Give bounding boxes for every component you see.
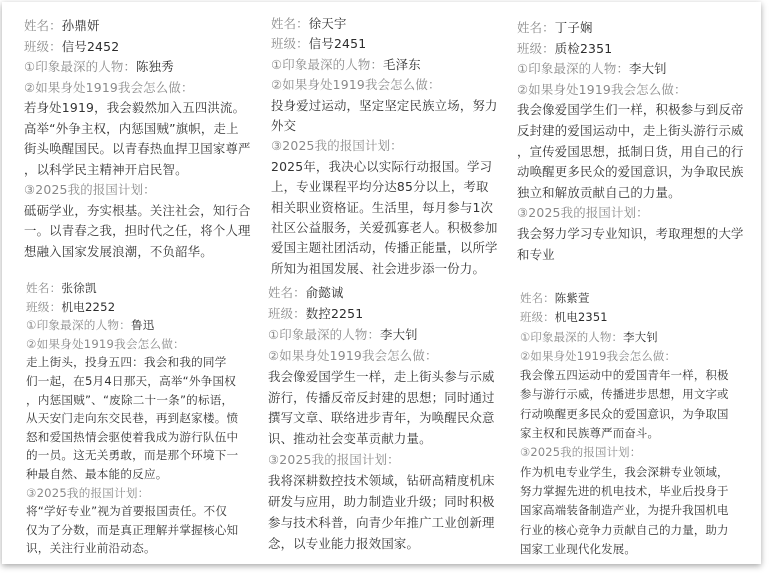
class-code: 机电2351 <box>554 310 608 325</box>
answer-2-line: ，以科学民主精神开启民智。 <box>24 161 188 177</box>
answer-3-line: 上，专业课程平均分达85分以上，考取 <box>271 179 489 195</box>
question-1: ①印象最深的人物：李大钊 <box>520 329 658 344</box>
question-3: ③2025我的报国计划： <box>520 445 642 460</box>
answer-1: 李大钊 <box>380 326 418 342</box>
class-row: 班级：质检2351 <box>517 40 613 56</box>
student-name: 陈紫萱 <box>554 291 590 305</box>
answer-2-line: 反封建的爱国运动中，走上街头游行示威 <box>517 122 744 138</box>
question-1: ①印象最深的人物：李大钊 <box>268 326 418 342</box>
student-name: 张徐凯 <box>61 281 97 295</box>
answer-2-line: 撰写文章、联络进步青年，为唤醒民众意 <box>268 410 495 426</box>
question-1: ①印象最深的人物：鲁迅 <box>26 318 155 333</box>
answer-1: 陈独秀 <box>136 59 174 74</box>
question-2: ②如果身处1919我会怎么做： <box>26 336 185 351</box>
class-row: 班级：机电2351 <box>520 310 608 325</box>
name-row: 姓名：丁子娴 <box>517 20 593 35</box>
answer-2-line: 若身处1919，我会毅然加入五四洪流。 <box>24 100 246 115</box>
question-2: ②如果身处1919我会怎么做： <box>271 77 441 93</box>
class-code: 数控2251 <box>305 305 364 321</box>
answer-3-line: 2025年，我决心以实际行动报国。学习 <box>271 158 493 174</box>
answer-3-line: 仅为了分数，而是真正理解并掌握核心知 <box>26 522 239 537</box>
question-1: ①印象最深的人物：陈独秀 <box>24 59 174 74</box>
class-code: 质检2351 <box>554 40 613 56</box>
answer-2-line: 们一起，在5月4日那天，高举“外争国权 <box>26 373 237 388</box>
answer-3-line: 一。以青春之我，担时代之任，将个人理 <box>24 223 251 238</box>
student-card <box>268 283 495 555</box>
answer-3-line: 参与技术科普，向青少年推广工业创新理 <box>268 514 495 530</box>
question-2: ②如果身处1919我会怎么做： <box>24 79 194 95</box>
answer-3-line: 社区公益服务，关爱孤寡老人。积极参加 <box>271 220 498 236</box>
question-3: ③2025我的报国计划： <box>517 205 649 221</box>
question-3: ③2025我的报国计划： <box>268 452 400 468</box>
answer-2-line: 怒和爱国热情会驱使着我成为游行队伍中 <box>26 429 239 444</box>
answer-2-line: 种最自然、最本能的反应。 <box>26 466 168 481</box>
answer-3-line: 所知为祖国发展、社会进步添一份力。 <box>271 260 486 276</box>
class-code: 信号2452 <box>61 38 120 54</box>
class-code: 机电2252 <box>61 299 116 314</box>
answer-1: 鲁迅 <box>130 318 155 333</box>
question-3: ③2025我的报国计划： <box>271 138 403 154</box>
answer-3-line: 作为机电专业学生，我会深耕专业领域， <box>520 464 729 479</box>
answer-3-line: 和专业 <box>517 246 555 262</box>
answer-3-line: 爱国主题社团活动，传播正能量，以所学 <box>271 240 498 256</box>
answer-3-line: 努力掌握先进的机电技术，毕业后投身于 <box>520 483 729 498</box>
answer-2-line: 独立和解放贡献自己的力量。 <box>517 184 681 200</box>
answer-2-line: 走上街头，投身五四：我会和我的同学 <box>26 355 227 370</box>
answer-3-line: 研发与应用，助力制造业升级；同时积极 <box>268 494 495 510</box>
answer-3-line: 我会努力学习专业知识，考取理想的大学 <box>517 225 744 241</box>
answer-3-line: 行业的核心竞争力贡献自己的力量，助力 <box>520 522 729 537</box>
class-row: 班级：信号2452 <box>24 38 120 54</box>
answer-3-line: 想融入国家发展浪潮，不负韶华。 <box>24 243 213 259</box>
answer-3-line: 砥砺学业，夯实根基。关注社会，知行合 <box>24 202 251 218</box>
name-row: 姓名：俞懿诚 <box>268 285 344 300</box>
question-1: ①印象最深的人物：毛泽东 <box>271 56 421 72</box>
answer-2-line: 参与游行示威，传播进步思想，用文字或 <box>520 387 729 402</box>
question-3: ③2025我的报国计划： <box>26 485 150 500</box>
answer-2-line: 我会像爱国学生一样，走上街头参与示威 <box>268 368 495 384</box>
answer-2-line: ，宣传爱国思想，抵制日货，用自己的行 <box>517 143 744 159</box>
answer-2-line: 外交 <box>271 118 297 134</box>
answer-2-line: 我会像爱国学生们一样，积极参与到反帝 <box>517 102 744 118</box>
class-row: 班级：机电2252 <box>26 299 116 314</box>
answer-1: 李大钊 <box>623 329 658 344</box>
answer-2-line: 街头唤醒国民。以青春热血捍卫国家尊严 <box>24 141 251 156</box>
student-card <box>26 279 238 558</box>
answer-3-line: 国家工业现代化发展。 <box>520 541 636 556</box>
name-row: 姓名：孙鼎妍 <box>24 18 100 33</box>
answer-1: 李大钊 <box>629 61 667 77</box>
class-row: 班级：数控2251 <box>268 305 364 321</box>
student-card <box>517 18 744 265</box>
answer-3-line: 将“学好专业”视为首要报国责任。不仅 <box>26 504 228 519</box>
answer-2-line: 我会像五四运动中的爱国青年一样，积极 <box>520 368 729 383</box>
class-row: 班级：信号2451 <box>271 36 367 52</box>
answer-2-line: 动唤醒更多民众的爱国意识，为争取民族 <box>517 164 744 180</box>
answer-1: 毛泽东 <box>383 56 421 72</box>
answer-2-line: ，内惩国贼”、“废除二十一条”的标语， <box>26 392 234 407</box>
answer-3-line: 识，关注行业前沿动态。 <box>26 541 156 556</box>
answer-3-line: 我将深耕数控技术领域，钻研高精度机床 <box>268 473 495 489</box>
question-1: ①印象最深的人物：李大钊 <box>517 61 667 77</box>
student-card <box>271 14 498 279</box>
name-row: 姓名：徐天宇 <box>271 16 347 31</box>
name-row: 姓名：陈紫萱 <box>520 291 590 305</box>
answer-3-line: 相关职业资格证。生活里，每月参与1次 <box>271 199 494 215</box>
answer-3-line: 国家高端装备制造产业，为提升我国机电 <box>520 503 729 518</box>
student-name: 孙鼎妍 <box>61 18 100 33</box>
question-2: ②如果身处1919我会怎么做： <box>520 348 677 363</box>
answer-3-line: 念，以专业能力报效国家。 <box>268 535 420 551</box>
answer-2-line: 识、推动社会变革贡献力量。 <box>268 431 432 447</box>
question-2: ②如果身处1919我会怎么做： <box>268 347 438 363</box>
name-row: 姓名：张徐凯 <box>26 281 97 295</box>
answer-2-line: 行动唤醒更多民众的爱国意识，为争取国 <box>520 406 729 421</box>
student-name: 丁子娴 <box>554 20 593 35</box>
class-code: 信号2451 <box>308 36 367 52</box>
student-card <box>24 16 251 262</box>
answer-2-line: 家主权和民族尊严而奋斗。 <box>520 426 660 441</box>
student-card <box>520 289 729 559</box>
answer-2-line: 高举“外争主权，内惩国贼”旗帜，走上 <box>24 120 239 136</box>
answer-2-line: 投身爱过运动，坚定坚定民族立场，努力 <box>271 97 498 113</box>
answer-2-line: 游行，传播反帝反封建的思想；同时通过 <box>268 389 495 405</box>
student-name: 徐天宇 <box>308 16 347 31</box>
answer-2-line: 的一员。这无关勇敢，而是那个环境下一 <box>26 448 239 463</box>
question-3: ③2025我的报国计划： <box>24 182 156 197</box>
student-name: 俞懿诚 <box>305 285 344 300</box>
question-2: ②如果身处1919我会怎么做： <box>517 81 687 97</box>
answer-2-line: 从天安门走向东交民巷，再到赵家楼。愤 <box>26 411 239 426</box>
